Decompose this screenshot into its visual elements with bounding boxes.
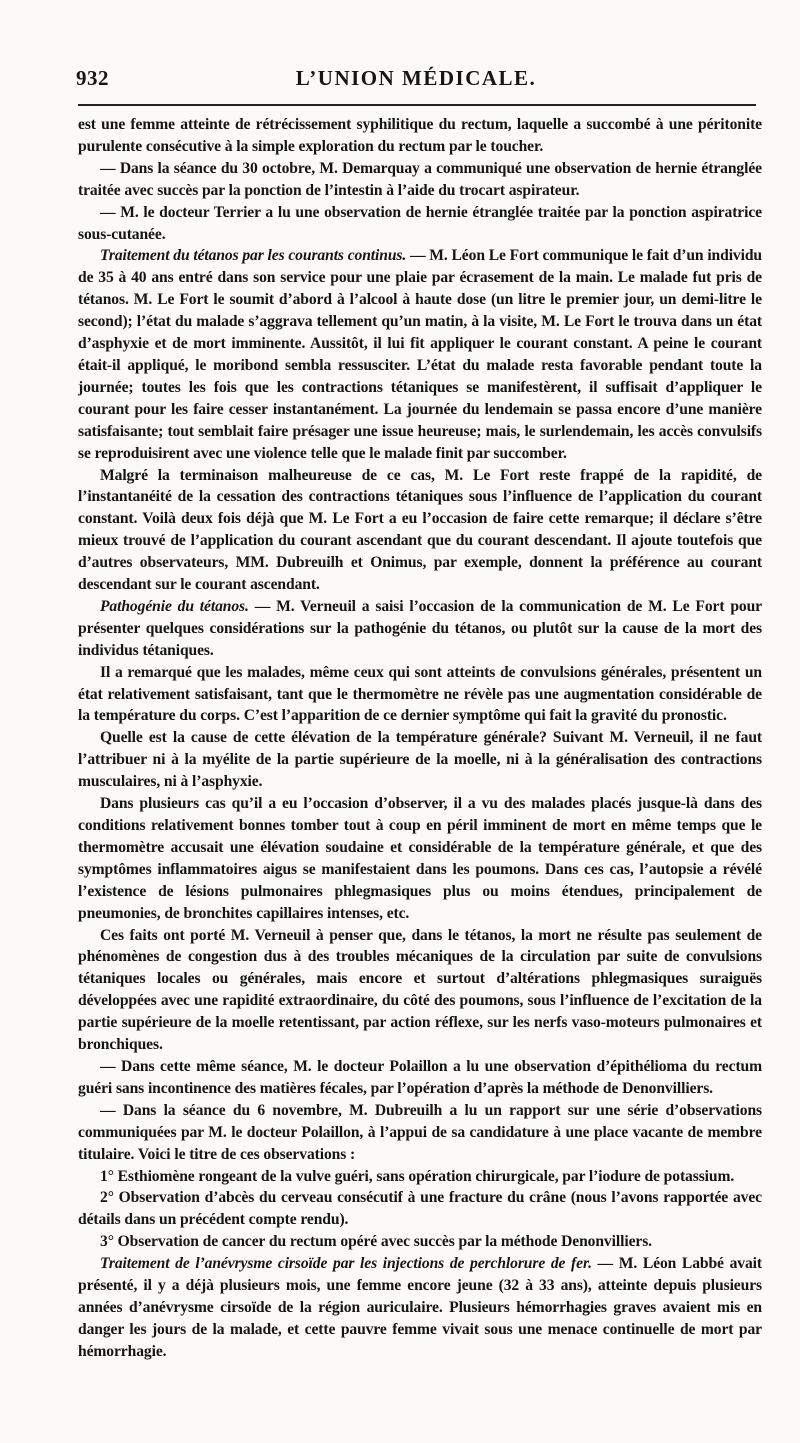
journal-title: L’UNION MÉDICALE. xyxy=(295,66,537,90)
paragraph xyxy=(78,1253,762,1363)
paragraph xyxy=(78,662,762,728)
paragraph xyxy=(78,202,762,246)
paragraph-text: — Dans la séance du 6 novembre, M. Dubreuilh a lu un rapport sur une série d’observations communiquées par M. le docteur Polaillon, à l’appui de sa candidature à une place vacante de membre titulaire. Voici le titre de ces observations : xyxy=(78,1101,762,1163)
paragraph-text: Il a remarqué que les malades, même ceux qui sont atteints de convulsions générales, présentent un état relativement satisfaisant, tant que le thermomètre ne révèle pas une augmentation considérable de la température du corps. C’est l’apparition de ce dernier symptôme qui fait la gravité du pronostic. xyxy=(78,663,762,725)
paragraph xyxy=(78,925,762,1056)
paragraph-text: Dans plusieurs cas qu’il a eu l’occasion d’observer, il a vu des malades placés jusque-là dans des conditions relativement bonnes tomber tout à coup en péril imminent de mort en même temps que le thermomètre accusait une élévation soudaine et considérable de la température générale, et que des symptômes inflammatoires aigus se manifestaient dans les poumons. Dans ces cas, l’autopsie a révélé l’existence de lésions pulmonaires phlegmasiques plus ou moins étendues, principalement de pneumonies, de bronchites capillaires intenses, etc. xyxy=(78,795,762,922)
paragraph xyxy=(78,158,762,202)
section-heading: Traitement du tétanos par les courants continus. xyxy=(100,247,407,265)
article-body xyxy=(78,114,762,1363)
paragraph-text: — M. Léon Labbé avait présenté, il y a déjà plusieurs mois, une femme encore jeune (32 à 33 ans), atteinte depuis plusieurs années d’anévrysme cirsoïde de la région auriculaire. Plusieurs hémorrhagies graves avaient mis en danger les jours de la malade, et cette pauvre femme vivait sous une menace continuelle de mort par hémorrhagie. xyxy=(78,1255,762,1360)
paragraph-text: 2° Observation d’abcès du cerveau consécutif à une fracture du crâne (nous l’avons rapportée avec détails dans un précédent compte rendu). xyxy=(78,1189,762,1229)
paragraph-text: 1° Esthiomène rongeant de la vulve guéri, sans opération chirurgicale, par l’iodure de potassium. xyxy=(100,1167,735,1185)
paragraph-text: Malgré la terminaison malheureuse de ce cas, M. Le Fort reste frappé de la rapidité, de l’instantanéité de la cessation des contractions tétaniques sous l’influence de l’application du courant constant. Voilà deux fois déjà que M. Le Fort a eu l’occasion de faire cette remarque; il déclare s’être mieux trouvé de l’application du courant ascendant que du courant descendant. Il ajoute toutefois que d’autres observateurs, MM. Dubreuilh et Onimus, par exemple, donnent la préférence au courant descendant sur le courant ascendant. xyxy=(78,466,762,594)
page-number: 932 xyxy=(76,66,109,90)
paragraph xyxy=(78,114,762,158)
paragraph xyxy=(78,596,762,662)
paragraph xyxy=(78,1100,762,1166)
header-rule xyxy=(78,104,756,106)
paragraph xyxy=(78,793,762,924)
paragraph-text: — Dans cette même séance, M. le docteur Polaillon a lu une observation d’épithélioma du rectum guéri sans incontinence des matières fécales, par l’opération d’après la méthode de Denonvilliers. xyxy=(78,1057,762,1097)
paragraph-text: — M. Léon Le Fort communique le fait d’un individu de 35 à 40 ans entré dans son service pour une plaie par écrasement de la main. Le malade fut pris de tétanos. M. Le Fort le soumit d’abord à l’alcool à haute dose (un litre le premier jour, un demi-litre le second); l’état du malade s’aggrava tellement qu’un matin, à la visite, M. Le Fort le trouva dans un état d’asphyxie et de mort imminente. Aussitôt, il lui fit appliquer le courant constant. A peine le courant était-il appliqué, le moribond sembla ressusciter. L’état du malade resta favorable pendant toute la journée; toutes les fois que les contractions tétaniques se manifestèrent, il suffisait d’appliquer le courant pour les faire cesser instantanément. La journée du lendemain se passa encore d’une manière satisfaisante; tout semblait faire présager une issue heureuse; mais, le surlendemain, les accès convulsifs se reproduisirent avec une violence telle que le malade finit par succomber. xyxy=(78,247,762,462)
paragraph-text: — M. le docteur Terrier a lu une observation de hernie étranglée traitée par la ponction aspiratrice sous-cutanée. xyxy=(78,203,762,243)
section-heading: Pathogénie du tétanos. xyxy=(100,597,249,615)
list-item xyxy=(78,1166,762,1188)
running-head xyxy=(76,62,756,106)
paragraph-text: est une femme atteinte de rétrécissement syphilitique du rectum, laquelle a succombé à une péritonite purulente consécutive à la simple exploration du rectum par le toucher. xyxy=(78,116,762,155)
paragraph-text: Ces faits ont porté M. Verneuil à penser que, dans le tétanos, la mort ne résulte pas seulement de phénomènes de congestion dus à des troubles mécaniques de la circulation par suite de convulsions tétaniques locales ou générales, mais encore et surtout d’altérations phlegmasiques suraiguës développées avec une rapidité extraordinaire, du côté des poumons, sous l’influence de l’excitation de la partie supérieure de la moelle retentissant, par action réflexe, sur les nerfs vaso-moteurs pulmonaires et bronchiques. xyxy=(78,926,762,1054)
list-item xyxy=(78,1231,762,1253)
paragraph xyxy=(78,245,762,464)
list-item xyxy=(78,1187,762,1231)
paragraph-text: — Dans la séance du 30 octobre, M. Demarquay a communiqué une observation de hernie étranglée traitée avec succès par la ponction de l’intestin à l’aide du trocart aspirateur. xyxy=(78,159,762,199)
paragraph-text: — M. Verneuil a saisi l’occasion de la communication de M. Le Fort pour présenter quelques considérations sur la pathogénie du tétanos, ou plutôt sur la cause de la mort des individus tétaniques. xyxy=(78,597,762,659)
paragraph-text: 3° Observation de cancer du rectum opéré avec succès par la méthode Denonvilliers. xyxy=(100,1233,652,1251)
section-heading: Traitement de l’anévrysme cirsoïde par les injections de perchlorure de fer. xyxy=(100,1255,592,1273)
paragraph-text: Quelle est la cause de cette élévation de la température générale? Suivant M. Verneuil, il ne faut l’attribuer ni à la myélite de la partie supérieure de la moelle, ni à la généralisation des contractions musculaires, ni à l’asphyxie. xyxy=(78,729,762,791)
paragraph xyxy=(78,1056,762,1100)
paragraph xyxy=(78,727,762,793)
paragraph xyxy=(78,465,762,596)
